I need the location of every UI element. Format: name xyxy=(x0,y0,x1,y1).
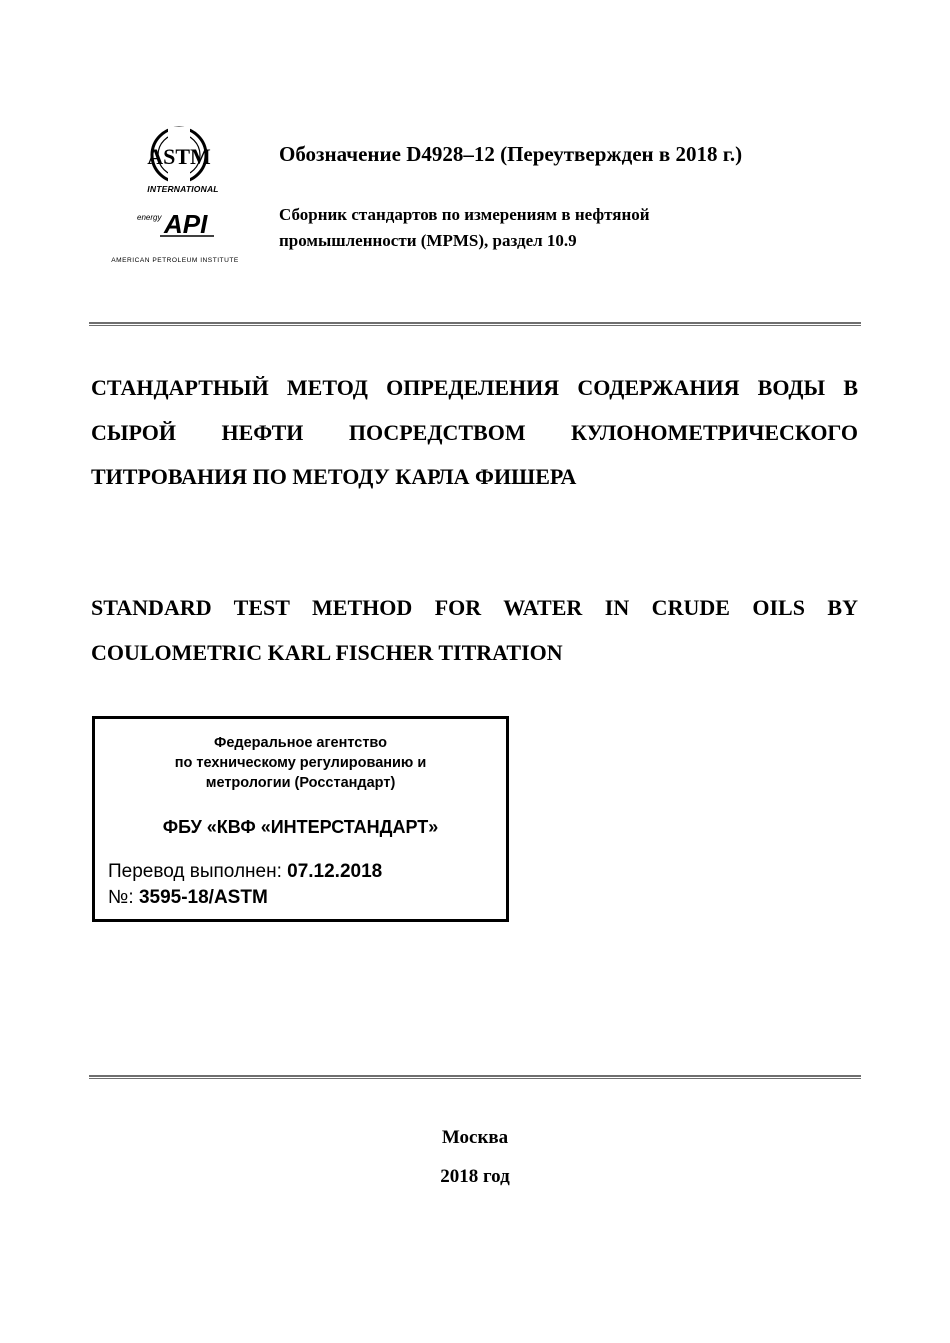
agency-line-1: Федеральное агентство xyxy=(213,735,388,751)
title-english: STANDARD TEST METHOD FOR WATER IN CRUDE OILS BY COULOMETRIC KARL FISCHER TITRATION xyxy=(91,595,858,665)
year: 2018 год xyxy=(440,1166,510,1187)
document-designation: Обозначение D4928–12 (Переутвержден в 2018 г.) xyxy=(279,142,743,166)
api-text: API xyxy=(164,209,208,239)
translation-number-value: 3595-18/ASTM xyxy=(138,887,268,908)
api-logo xyxy=(136,203,220,239)
translation-date-line xyxy=(108,861,382,883)
top-divider xyxy=(89,322,861,326)
bottom-divider xyxy=(89,1075,861,1079)
energy-text: energy xyxy=(137,213,162,222)
collection-line-1: Сборник стандартов по измерениям в нефтяной xyxy=(279,205,650,224)
translation-stamp xyxy=(92,716,509,922)
translation-date-value: 07.12.2018 xyxy=(287,861,383,882)
astm-international-label: INTERNATIONAL xyxy=(147,184,219,194)
agency-name xyxy=(95,733,506,793)
astm-logo-text: ASTM xyxy=(147,144,211,169)
organization-name: ФБУ «КВФ «ИНТЕРСТАНДАРТ» xyxy=(162,817,439,837)
agency-line-3: метрологии (Росстандарт) xyxy=(205,775,396,791)
standards-collection xyxy=(279,202,799,254)
collection-line-2: промышленности (MPMS), раздел 10.9 xyxy=(279,231,577,250)
title-russian: СТАНДАРТНЫЙ МЕТОД ОПРЕДЕЛЕНИЯ СОДЕРЖАНИЯ ВОДЫ В СЫРОЙ НЕФТИ ПОСРЕДСТВОМ КУЛОНОМЕТРИЧЕСКОГО ТИТРОВАНИЯ ПО МЕТОДУ КАРЛА ФИШЕРА xyxy=(91,375,858,489)
translation-number-line xyxy=(108,887,268,909)
api-caption: AMERICAN PETROLEUM INSTITUTE xyxy=(111,257,239,264)
translation-date-label: Перевод выполнен: xyxy=(108,861,282,882)
agency-line-2: по техническому регулированию и xyxy=(174,755,427,771)
translation-number-label: №: xyxy=(108,887,134,908)
city: Москва xyxy=(441,1127,509,1148)
logo-block xyxy=(100,125,250,275)
